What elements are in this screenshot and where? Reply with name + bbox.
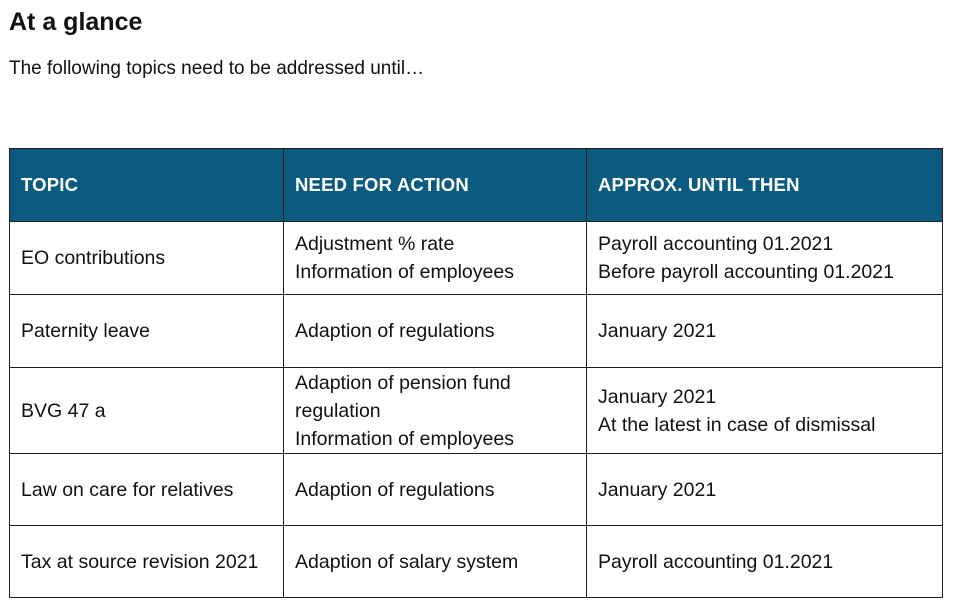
topic-cell	[10, 368, 284, 454]
until-cell	[587, 295, 943, 368]
until-line: At the latest in case of dismissal	[598, 413, 876, 436]
action-cell	[284, 222, 587, 295]
column-header-need-for-action: NEED FOR ACTION	[284, 149, 587, 222]
topic-text: Tax at source revision 2021	[21, 550, 259, 573]
until-line: Payroll accounting 01.2021	[598, 550, 834, 573]
table-row	[10, 222, 943, 295]
table-header-row	[10, 149, 943, 222]
table-row	[10, 295, 943, 368]
table-row	[10, 454, 943, 526]
table-row	[10, 526, 943, 598]
topic-text: Paternity leave	[21, 320, 150, 342]
action-line: Information of employees	[295, 261, 514, 283]
action-cell	[284, 368, 587, 454]
until-cell	[587, 526, 943, 598]
action-cell	[284, 454, 587, 526]
until-cell	[587, 454, 943, 526]
until-line: Before payroll accounting 01.2021	[598, 261, 894, 283]
topic-cell	[10, 295, 284, 368]
topic-text: BVG 47 a	[21, 399, 106, 422]
page-title: At a glance	[9, 8, 143, 36]
until-line: January 2021	[598, 385, 717, 408]
action-line: Adaption of salary system	[295, 550, 519, 573]
topic-cell	[10, 222, 284, 295]
topics-table	[9, 148, 943, 598]
column-header-topic: TOPIC	[10, 149, 284, 222]
until-line: January 2021	[598, 478, 717, 501]
column-header-approx-until-then: APPROX. UNTIL THEN	[587, 149, 943, 222]
table-row	[10, 368, 943, 454]
action-line: Adaption of pension fund regulation	[295, 371, 511, 422]
topic-cell	[10, 454, 284, 526]
action-line: Adaption of regulations	[295, 478, 495, 501]
intro-text: The following topics need to be addressed until…	[9, 58, 425, 79]
action-cell	[284, 295, 587, 368]
until-cell	[587, 368, 943, 454]
topic-text: Law on care for relatives	[21, 478, 234, 501]
until-line: Payroll accounting 01.2021	[598, 233, 834, 255]
action-line: Adaption of regulations	[295, 320, 495, 342]
action-cell	[284, 526, 587, 598]
until-cell	[587, 222, 943, 295]
action-line: Information of employees	[295, 427, 514, 450]
topic-text: EO contributions	[21, 247, 166, 269]
action-line: Adjustment % rate	[295, 233, 455, 255]
topic-cell	[10, 526, 284, 598]
until-line: January 2021	[598, 320, 717, 342]
